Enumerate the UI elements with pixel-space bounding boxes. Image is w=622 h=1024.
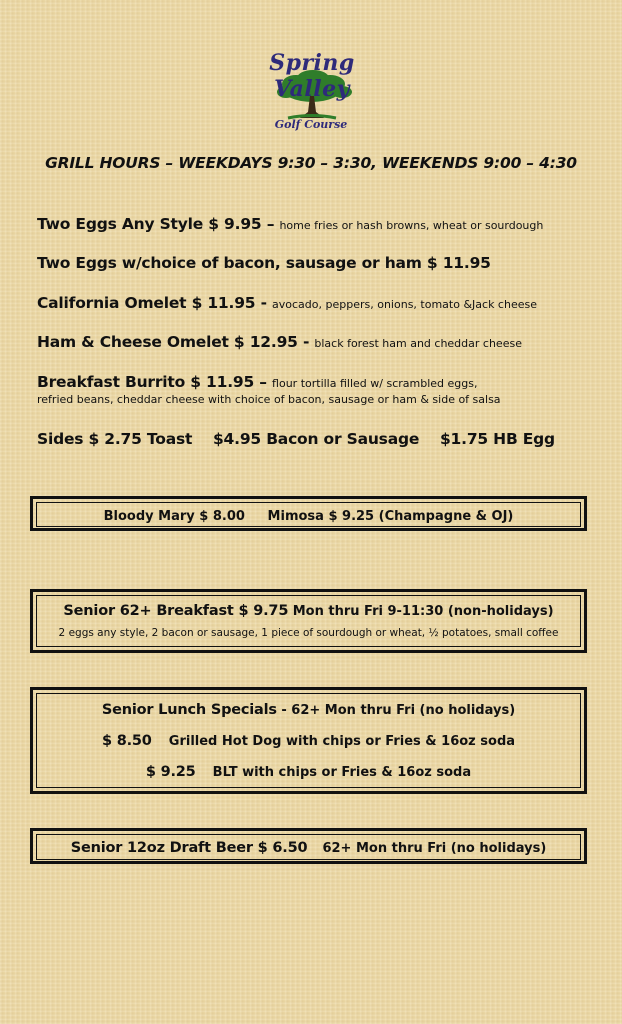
item-separator: - [255, 294, 273, 312]
grill-hours: GRILL HOURS – WEEKDAYS 9:30 – 3:30, WEEKENDS 9:00 – 4:30 [45, 154, 577, 172]
item-separator: - [297, 333, 315, 351]
item-description: black forest ham and cheddar cheese [314, 337, 522, 350]
item-name: Two Eggs Any Style $ 9.95 [37, 215, 262, 233]
senior-beer-box [30, 828, 587, 864]
item-description-continued: refried beans, cheddar cheese with choice of bacon, sausage or ham & side of salsa [37, 393, 501, 406]
logo [238, 40, 384, 136]
item-separator: – [261, 215, 280, 233]
menu-item-two-eggs [37, 214, 543, 233]
menu-item-california-omelet [37, 293, 537, 312]
senior-lunch-title: Senior Lunch Specials [101, 702, 277, 718]
logo-subtitle: Golf Course [274, 118, 348, 131]
menu-item-breakfast-burrito [37, 372, 501, 406]
item-name: Breakfast Burrito $ 11.95 [37, 373, 255, 391]
menu-item-sides [37, 429, 555, 448]
senior-lunch-item-blt [37, 761, 580, 780]
senior-breakfast-box [30, 589, 587, 653]
senior-beer-when: 62+ Mon thru Fri (no holidays) [322, 841, 547, 856]
item-price: $ 8.50 [101, 733, 152, 749]
senior-beer-title: Senior 12oz Draft Beer $ 6.50 [70, 840, 308, 856]
senior-breakfast-description: 2 eggs any style, 2 bacon or sausage, 1 piece of sourdough or wheat, ½ potatoes, small coffee [58, 627, 559, 639]
senior-lunch-when: - 62+ Mon thru Fri (no holidays) [276, 703, 516, 718]
senior-lunch-box [30, 687, 587, 794]
item-description: avocado, peppers, onions, tomato &Jack cheese [272, 298, 537, 311]
item-name: California Omelet $ 11.95 [37, 294, 256, 312]
item-separator: – [254, 373, 273, 391]
item-description: flour tortilla filled w/ scrambled eggs, [272, 377, 478, 390]
item-price: $ 9.25 [145, 764, 196, 780]
senior-lunch-item-hot-dog [37, 730, 580, 749]
item-description: BLT with chips or Fries & 16oz soda [212, 765, 472, 780]
drinks-text: Bloody Mary $ 8.00 Mimosa $ 9.25 (Champagne & OJ) [103, 509, 514, 524]
item-description: Grilled Hot Dog with chips or Fries & 16oz soda [168, 734, 516, 749]
item-description: home fries or hash browns, wheat or sourdough [279, 219, 544, 232]
drinks-box [30, 496, 587, 531]
senior-breakfast-when: Mon thru Fri 9-11:30 (non-holidays) [288, 604, 554, 619]
menu-item-ham-cheese-omelet [37, 332, 522, 351]
item-name: Ham & Cheese Omelet $ 12.95 [37, 333, 298, 351]
item-name: Sides $ 2.75 Toast $4.95 Bacon or Sausage $1.75 HB Egg [37, 430, 555, 448]
item-name: Two Eggs w/choice of bacon, sausage or ham $ 11.95 [37, 254, 491, 272]
logo-name: Spring Valley [269, 50, 355, 102]
senior-breakfast-title: Senior 62+ Breakfast $ 9.75 [63, 603, 289, 619]
menu-item-two-eggs-meat [37, 253, 491, 272]
